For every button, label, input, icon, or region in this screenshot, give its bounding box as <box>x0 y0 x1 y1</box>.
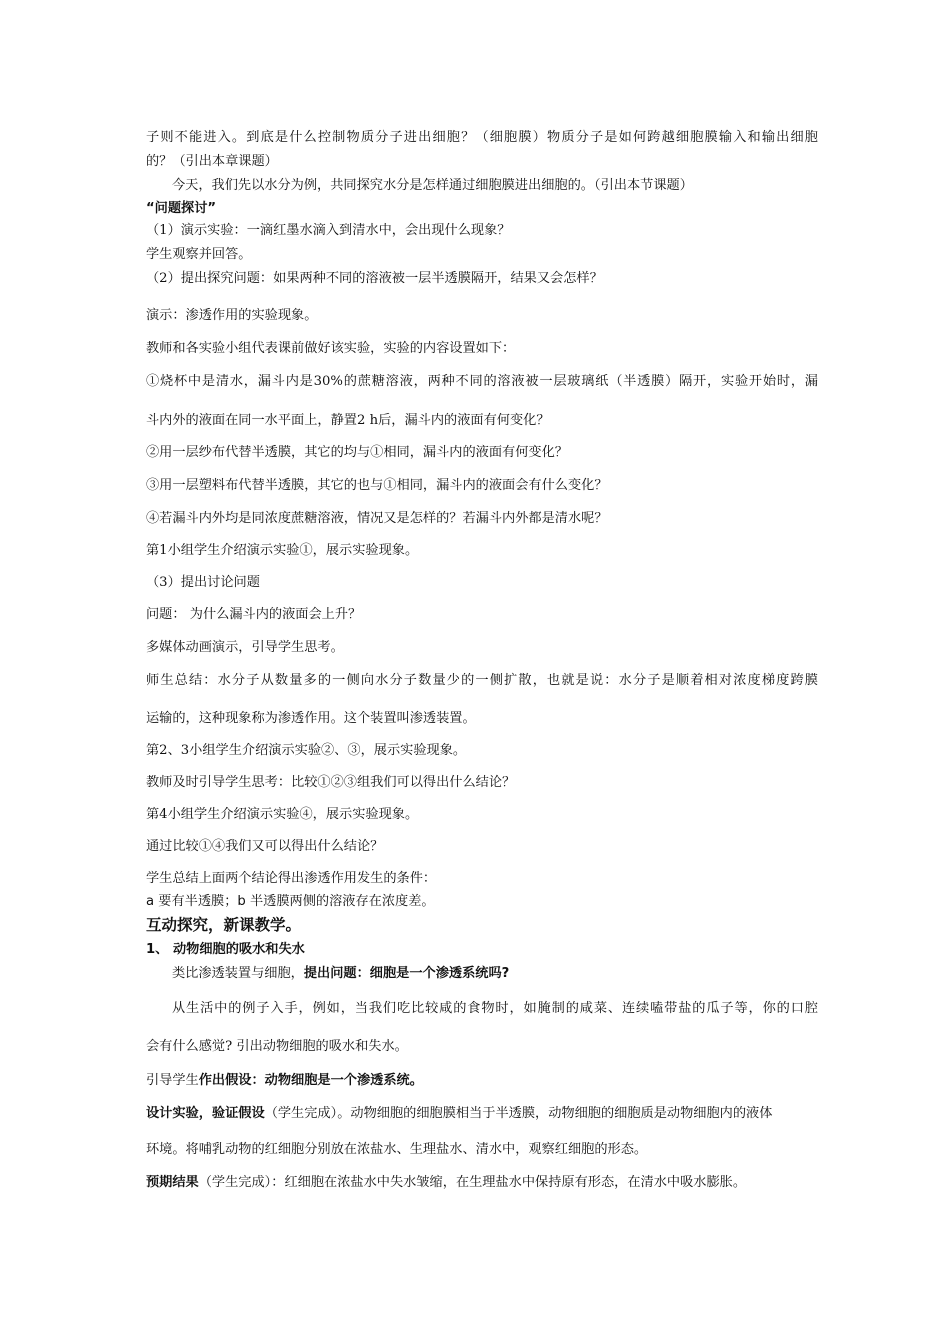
paragraph-line: ①烧杯中是清水，漏斗内是30%的蔗糖溶液，两种不同的溶液被一层玻璃纸（半透膜）隔开，实验开始时，漏 <box>146 374 818 389</box>
paragraph-line: 问题： 为什么漏斗内的液面会上升？ <box>146 607 362 622</box>
text-run: 类比渗透装置与细胞， <box>172 966 304 981</box>
paragraph-line <box>172 965 844 983</box>
paragraph-line: 今天，我们先以水分为例，共同探究水分是怎样通过细胞膜进出细胞的。（引出本节课题） <box>172 178 693 193</box>
text-run: （学生完成） <box>198 1175 272 1190</box>
paragraph-line: ④若漏斗内外均是同浓度蔗糖溶液，情况又是怎样的？若漏斗内外都是清水呢？ <box>146 511 608 526</box>
paragraph-line: ②用一层纱布代替半透膜，其它的均与①相同，漏斗内的液面有何变化？ <box>146 445 568 460</box>
text-run: ：红细胞在浓盐水中失水皱缩，在生理盐水中保持原有形态，在清水中吸水膨胀。 <box>271 1175 747 1190</box>
paragraph-line: 子则不能进入。到底是什么控制物质分子进出细胞？（细胞膜）物质分子是如何跨越细胞膜输入和输出细胞 <box>146 130 818 145</box>
paragraph-line: （2）提出探究问题：如果两种不同的溶液被一层半透膜隔开，结果又会怎样？ <box>146 271 603 286</box>
paragraph-line: 师生总结：水分子从数量多的一侧向水分子数量少的一侧扩散，也就是说：水分子是顺着相对浓度梯度跨膜 <box>146 673 818 688</box>
bold-text-run: 提出问题：细胞是一个渗透系统吗? <box>303 966 510 981</box>
paragraph-line: 通过比较①④我们又可以得出什么结论？ <box>146 839 384 854</box>
paragraph-line <box>146 1174 818 1192</box>
paragraph-line: 从生活中的例子入手，例如，当我们吃比较咸的食物时，如腌制的咸菜、连续嗑带盐的瓜子等，你的口腔 <box>172 1001 818 1016</box>
section-heading: 互动探究，新课教学。 <box>146 916 302 934</box>
paragraph-line: 会有什么感觉? 引出动物细胞的吸水和失水。 <box>146 1039 408 1054</box>
paragraph-line: 第4小组学生介绍演示实验④，展示实验现象。 <box>146 807 419 822</box>
paragraph-line: 多媒体动画演示，引导学生思考。 <box>146 640 344 655</box>
text-run: 。动物细胞的细胞膜相当于半透膜，动物细胞的细胞质是动物细胞内的液体 <box>337 1106 773 1121</box>
text-run: （学生完成） <box>264 1106 338 1121</box>
paragraph-line: （3）提出讨论问题 <box>146 575 260 590</box>
paragraph-line <box>146 1072 818 1090</box>
paragraph-line: 的？（引出本章课题） <box>146 154 278 169</box>
paragraph-line: 教师及时引导学生思考：比较①②③组我们可以得出什么结论？ <box>146 775 516 790</box>
bold-text-run: 作出假设：动物细胞是一个渗透系统。 <box>198 1073 423 1088</box>
paragraph-line: 运输的，这种现象称为渗透作用。这个装置叫渗透装置。 <box>146 711 476 726</box>
paragraph-line: 环境。将哺乳动物的红细胞分别放在浓盐水、生理盐水、清水中，观察红细胞的形态。 <box>146 1142 648 1157</box>
bold-text-run: 设计实验，验证假设 <box>146 1106 265 1121</box>
paragraph-line: ③用一层塑料布代替半透膜，其它的也与①相同，漏斗内的液面会有什么变化？ <box>146 478 608 493</box>
text-run: 引导学生 <box>146 1073 199 1088</box>
paragraph-line: 斗内外的液面在同一水平面上，静置2 h后，漏斗内的液面有何变化？ <box>146 413 550 428</box>
paragraph-line: a 要有半透膜；b 半透膜两侧的溶液存在浓度差。 <box>146 894 435 909</box>
paragraph-line: 第2、3小组学生介绍演示实验②、③，展示实验现象。 <box>146 743 467 758</box>
paragraph-line: 演示：渗透作用的实验现象。 <box>146 308 318 323</box>
section-label: “问题探讨” <box>146 201 217 216</box>
paragraph-line: 学生观察并回答。 <box>146 247 252 262</box>
paragraph-line <box>146 1105 818 1123</box>
paragraph-line: 教师和各实验小组代表课前做好该实验，实验的内容设置如下： <box>146 341 516 356</box>
paragraph-line: 学生总结上面两个结论得出渗透作用发生的条件： <box>146 871 437 886</box>
bold-text-run: 预期结果 <box>146 1175 199 1190</box>
paragraph-line: 第1小组学生介绍演示实验①，展示实验现象。 <box>146 543 419 558</box>
paragraph-line: （1）演示实验：一滴红墨水滴入到清水中，会出现什么现象？ <box>146 223 511 238</box>
subsection-heading: 1、 动物细胞的吸水和失水 <box>146 942 305 957</box>
